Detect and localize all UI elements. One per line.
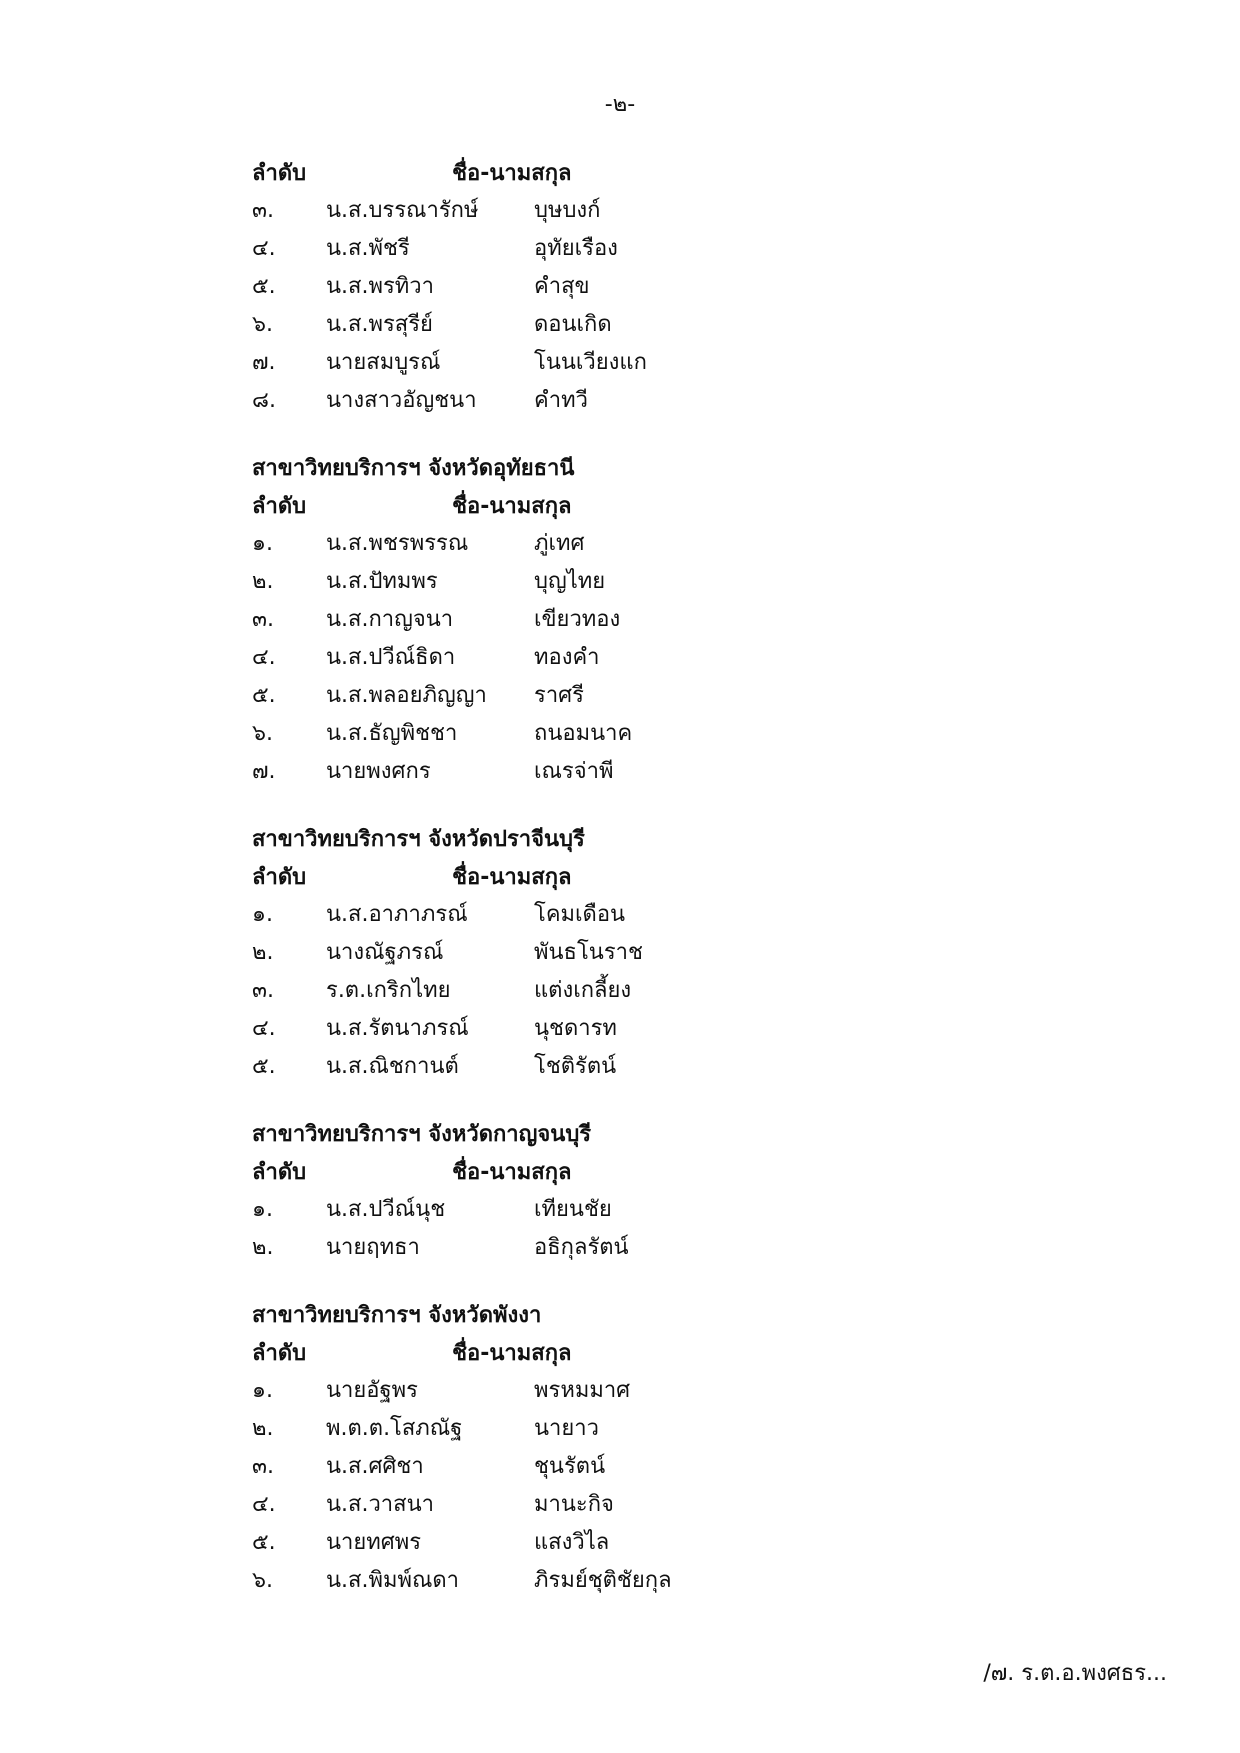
section-title: สาขาวิทยบริการฯ จังหวัดกาญจนบุรี <box>252 1122 592 1147</box>
list-item <box>252 601 1052 639</box>
last-name: บุญไทย <box>534 569 606 594</box>
first-name: น.ส.ปวีณ์ธิดา <box>326 645 456 670</box>
last-name: ภิรมย์ชุติชัยกุล <box>534 1568 672 1593</box>
last-name: พรหมมาศ <box>534 1378 631 1403</box>
item-number: ๗. <box>252 350 276 375</box>
last-name: ภู่เทศ <box>534 531 585 556</box>
list-item <box>252 1048 1052 1086</box>
first-name: น.ส.วาสนา <box>326 1492 434 1517</box>
item-number: ๖. <box>252 312 273 337</box>
first-name: น.ส.ศศิชา <box>326 1454 424 1479</box>
first-name: นายสมบูรณ์ <box>326 350 441 375</box>
first-name: นางสาวอัญชนา <box>326 388 477 413</box>
item-number: ๓. <box>252 978 275 1003</box>
first-name: น.ส.ธัญพิชชา <box>326 721 458 746</box>
list-item <box>252 1372 1052 1410</box>
item-number: ๔. <box>252 645 276 670</box>
column-header-row <box>252 1335 1052 1372</box>
item-number: ๕. <box>252 274 276 299</box>
last-name: ชุนรัตน์ <box>534 1454 606 1479</box>
first-name: น.ส.ปวีณ์นุช <box>326 1197 446 1222</box>
last-name: โชติรัตน์ <box>534 1054 617 1079</box>
first-name: น.ส.ณิชกานต์ <box>326 1054 459 1079</box>
last-name: พันธโนราช <box>534 940 643 965</box>
list-item <box>252 344 1052 382</box>
list-item <box>252 525 1052 563</box>
first-name: ร.ต.เกริกไทย <box>326 978 451 1003</box>
list-item <box>252 230 1052 268</box>
list-item <box>252 268 1052 306</box>
first-name: น.ส.อาภาภรณ์ <box>326 902 468 927</box>
column-header-row <box>252 488 1052 525</box>
first-name: พ.ต.ต.โสภณัฐ <box>326 1416 463 1441</box>
name-list-section <box>252 1116 1052 1267</box>
list-item <box>252 1562 1052 1600</box>
name-column-header: ชื่อ-นามสกุล <box>452 1160 572 1185</box>
name-list-section <box>252 155 1052 420</box>
last-name: เทียนชัย <box>534 1197 612 1222</box>
first-name: น.ส.พัชรี <box>326 236 410 261</box>
first-name: น.ส.พลอยภิญญา <box>326 683 487 708</box>
item-number: ๔. <box>252 1492 276 1517</box>
last-name: ทองคำ <box>534 645 600 670</box>
item-number: ๓. <box>252 1454 275 1479</box>
page-number: -๒- <box>604 92 636 117</box>
item-number: ๒. <box>252 1416 274 1441</box>
list-item <box>252 934 1052 972</box>
last-name: อธิกุลรัตน์ <box>534 1235 629 1260</box>
first-name: นายอัฐพร <box>326 1378 418 1403</box>
column-header-row <box>252 155 1052 192</box>
first-name: น.ส.พรทิวา <box>326 274 434 299</box>
item-number: ๘. <box>252 388 276 413</box>
item-number: ๑. <box>252 1197 273 1222</box>
list-item <box>252 972 1052 1010</box>
order-column-header: ลำดับ <box>252 494 307 519</box>
last-name: นายาว <box>534 1416 599 1441</box>
last-name: โคมเดือน <box>534 902 626 927</box>
first-name: นายฤทธา <box>326 1235 420 1260</box>
order-column-header: ลำดับ <box>252 1341 307 1366</box>
last-name: คำทวี <box>534 388 588 413</box>
list-item <box>252 1524 1052 1562</box>
item-number: ๒. <box>252 940 274 965</box>
name-column-header: ชื่อ-นามสกุล <box>452 1341 572 1366</box>
item-number: ๑. <box>252 1378 273 1403</box>
column-header-row <box>252 1154 1052 1191</box>
last-name: คำสุข <box>534 274 590 299</box>
item-number: ๓. <box>252 198 275 223</box>
item-number: ๒. <box>252 569 274 594</box>
document-body <box>252 155 1052 1630</box>
item-number: ๖. <box>252 1568 273 1593</box>
item-number: ๖. <box>252 721 273 746</box>
list-item <box>252 1448 1052 1486</box>
item-number: ๕. <box>252 1054 276 1079</box>
first-name: น.ส.พิมพ์ณดา <box>326 1568 460 1593</box>
list-item <box>252 1486 1052 1524</box>
list-item <box>252 1010 1052 1048</box>
name-column-header: ชื่อ-นามสกุล <box>452 161 572 186</box>
first-name: น.ส.พชรพรรณ <box>326 531 469 556</box>
list-item <box>252 677 1052 715</box>
first-name: น.ส.พรสุรีย์ <box>326 312 433 337</box>
item-number: ๕. <box>252 1530 276 1555</box>
item-number: ๑. <box>252 531 273 556</box>
last-name: เขียวทอง <box>534 607 621 632</box>
list-item <box>252 192 1052 230</box>
item-number: ๓. <box>252 607 275 632</box>
last-name: เณรจ่าพี <box>534 759 614 784</box>
name-list-section <box>252 821 1052 1086</box>
item-number: ๑. <box>252 902 273 927</box>
name-list-section <box>252 1297 1052 1600</box>
last-name: ดอนเกิด <box>534 312 612 337</box>
last-name: มานะกิจ <box>534 1492 614 1517</box>
list-item <box>252 753 1052 791</box>
list-item <box>252 1229 1052 1267</box>
item-number: ๔. <box>252 236 276 261</box>
first-name: น.ส.ปัทมพร <box>326 569 438 594</box>
last-name: บุษบงก์ <box>534 198 601 223</box>
name-column-header: ชื่อ-นามสกุล <box>452 494 572 519</box>
first-name: น.ส.กาญจนา <box>326 607 454 632</box>
list-item <box>252 639 1052 677</box>
item-number: ๔. <box>252 1016 276 1041</box>
item-number: ๕. <box>252 683 276 708</box>
continuation-footer: /๗. ร.ต.อ.พงศธร... <box>983 1661 1167 1686</box>
last-name: อุทัยเรือง <box>534 236 618 261</box>
item-number: ๗. <box>252 759 276 784</box>
column-header-row <box>252 859 1052 896</box>
order-column-header: ลำดับ <box>252 161 307 186</box>
last-name: แต่งเกลี้ยง <box>534 978 632 1003</box>
last-name: นุชดารท <box>534 1016 617 1041</box>
list-item <box>252 1191 1052 1229</box>
list-item <box>252 896 1052 934</box>
item-number: ๒. <box>252 1235 274 1260</box>
list-item <box>252 563 1052 601</box>
last-name: ราศรี <box>534 683 584 708</box>
name-list-section <box>252 450 1052 791</box>
first-name: น.ส.บรรณารักษ์ <box>326 198 479 223</box>
order-column-header: ลำดับ <box>252 1160 307 1185</box>
first-name: นายทศพร <box>326 1530 422 1555</box>
section-title: สาขาวิทยบริการฯ จังหวัดอุทัยธานี <box>252 456 575 481</box>
name-column-header: ชื่อ-นามสกุล <box>452 865 572 890</box>
last-name: โนนเวียงแก <box>534 350 647 375</box>
last-name: ถนอมนาค <box>534 721 633 746</box>
order-column-header: ลำดับ <box>252 865 307 890</box>
first-name: นางณัฐภรณ์ <box>326 940 444 965</box>
first-name: น.ส.รัตนาภรณ์ <box>326 1016 469 1041</box>
list-item <box>252 715 1052 753</box>
first-name: นายพงศกร <box>326 759 431 784</box>
list-item <box>252 1410 1052 1448</box>
section-title: สาขาวิทยบริการฯ จังหวัดพังงา <box>252 1303 542 1328</box>
list-item <box>252 306 1052 344</box>
last-name: แสงวิไล <box>534 1530 610 1555</box>
list-item <box>252 382 1052 420</box>
section-title: สาขาวิทยบริการฯ จังหวัดปราจีนบุรี <box>252 827 585 852</box>
